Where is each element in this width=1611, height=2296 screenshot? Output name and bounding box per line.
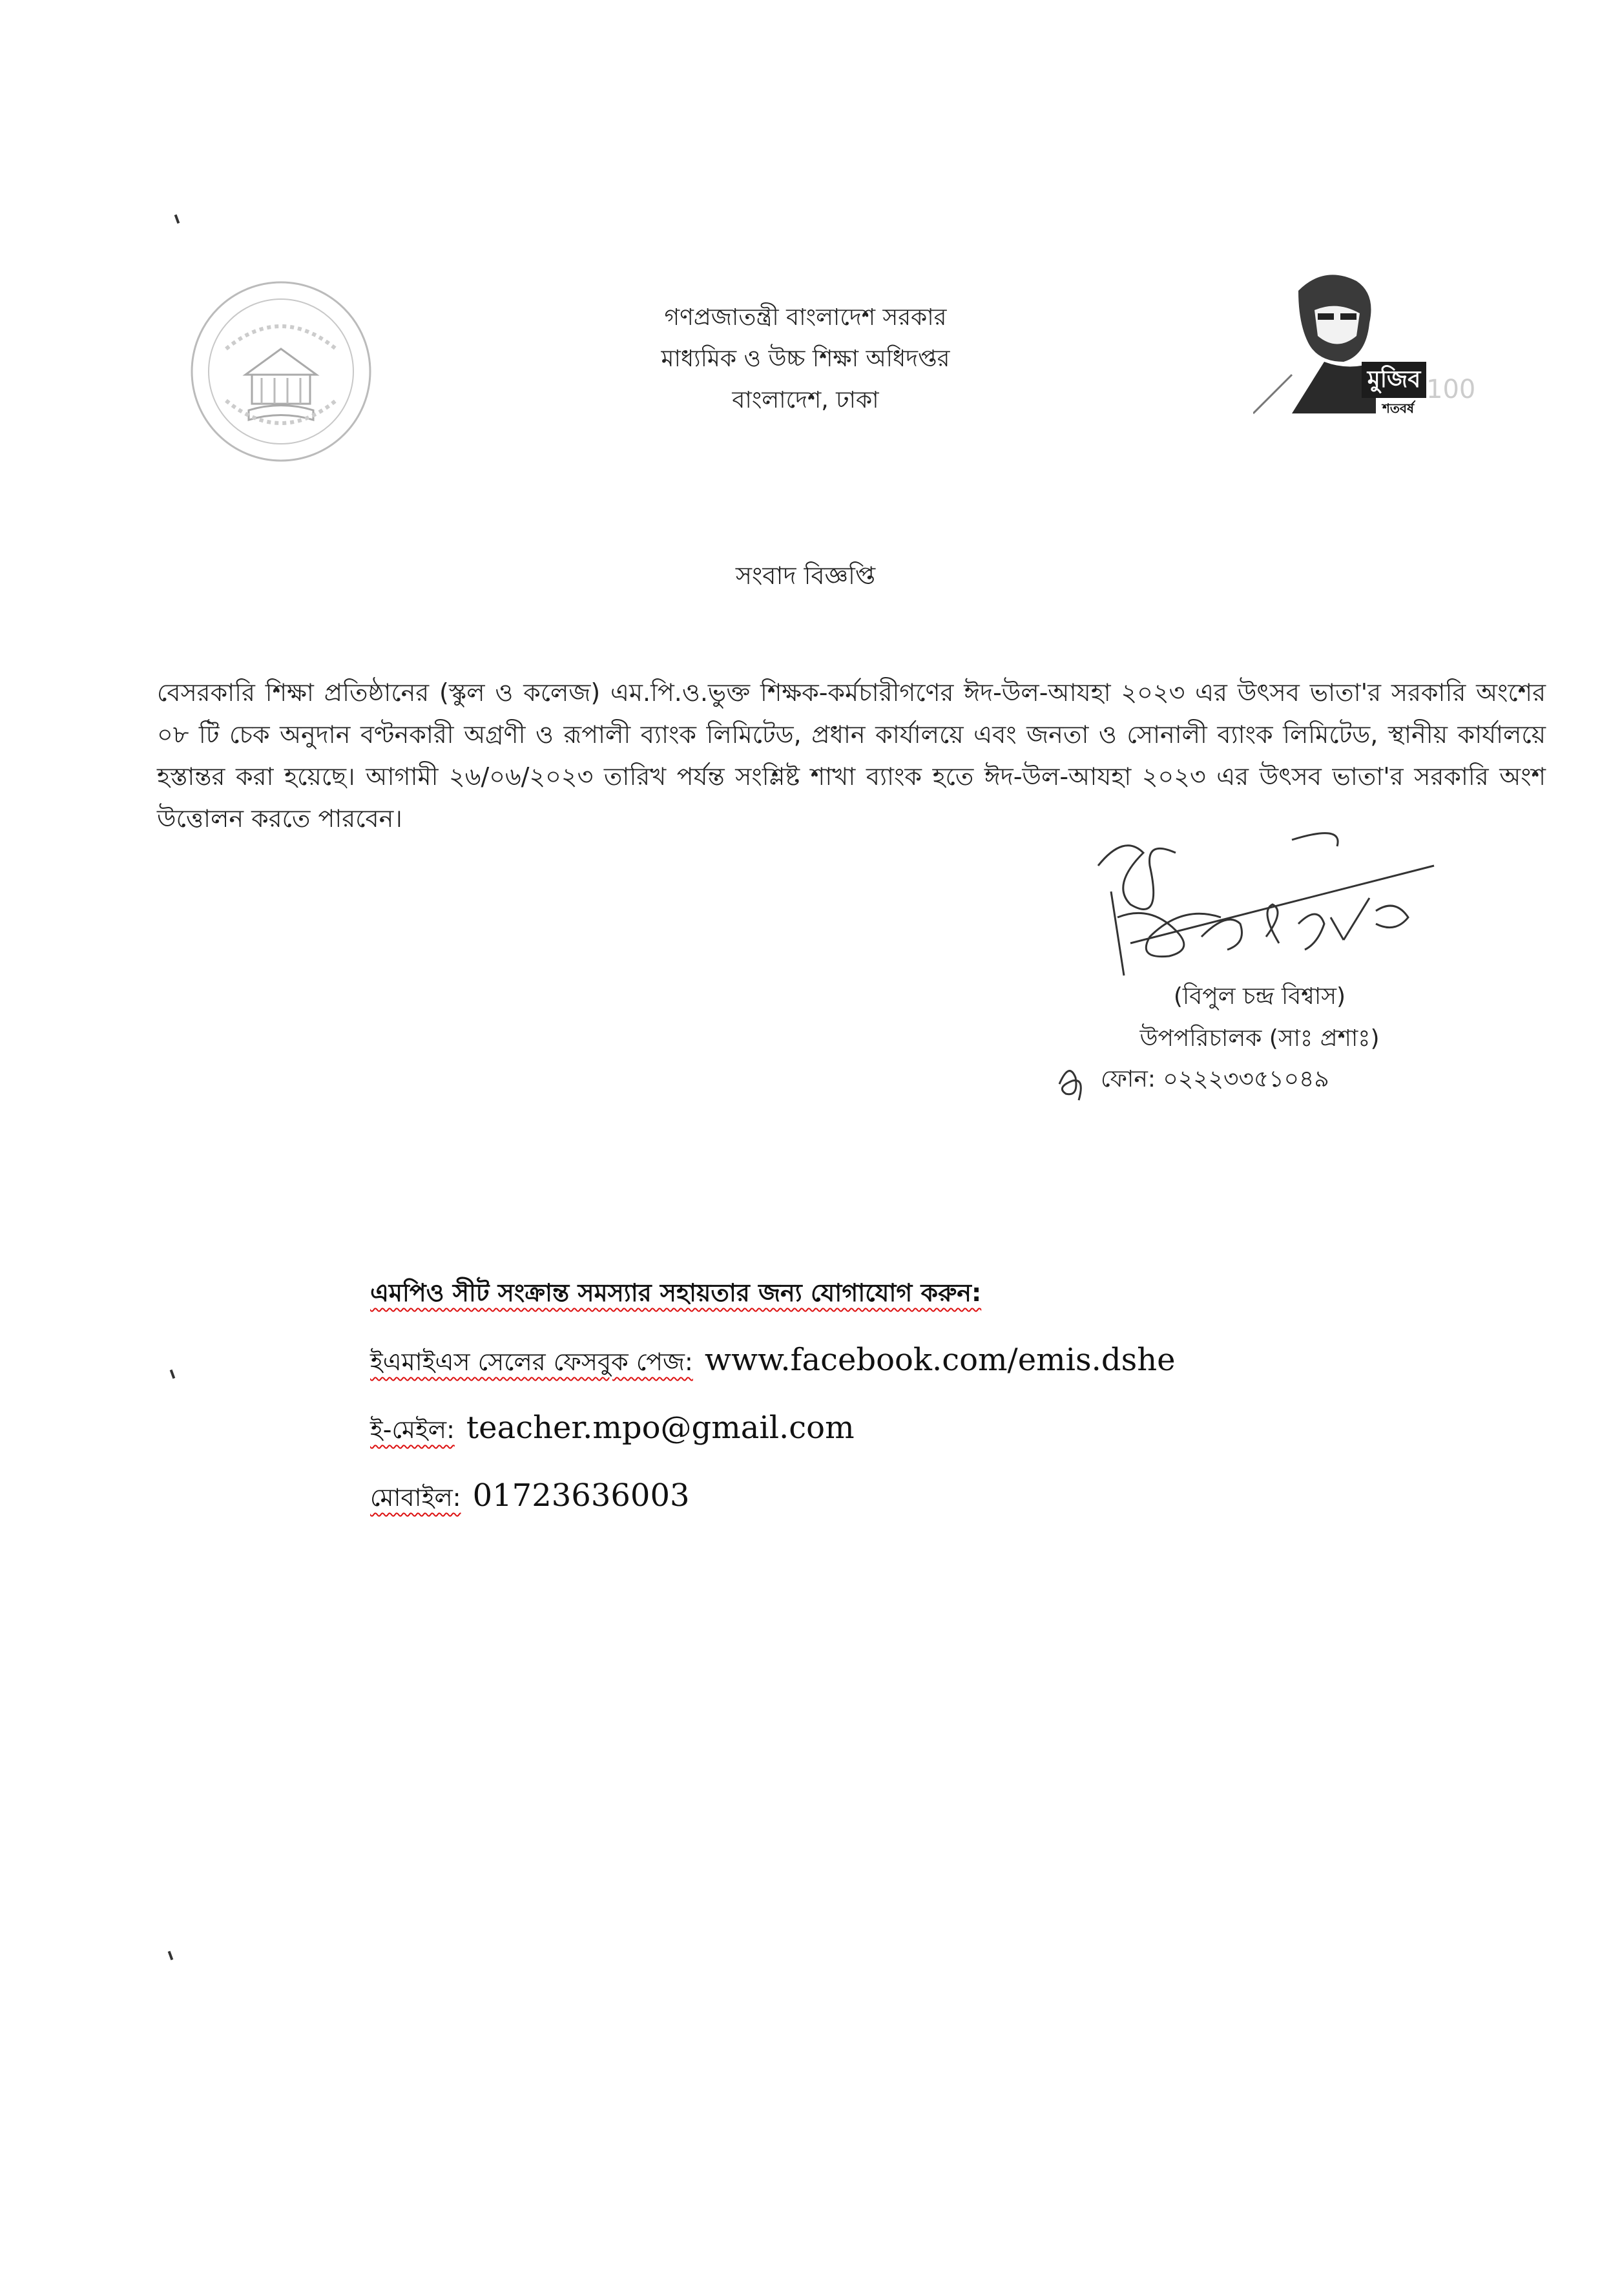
office-location: বাংলাদেশ, ঢাকা (732, 387, 879, 413)
signatory-designation: উপপরিচালক (সাঃ প্রশাঃ) (1139, 1025, 1380, 1052)
contact-heading: এমপিও সীট সংক্রান্ত সমস্যার সহায়তার জন্য যোগাযোগ করুন: (370, 1278, 982, 1307)
mobile-row (370, 1477, 1176, 1545)
email-row (370, 1410, 1176, 1477)
mujib-logo-text: মুজিব (1362, 362, 1426, 398)
scan-mark (174, 214, 180, 224)
mobile-label: মোবাইল: (370, 1483, 461, 1512)
mujib-centenary-logo (1253, 265, 1476, 420)
facebook-link[interactable]: www.facebook.com/emis.dshe (704, 1342, 1176, 1378)
signatory-phone: ফোন: ০২২২৩৩৫১০৪৯ (1101, 1065, 1329, 1092)
mujib-logo-number: 100 (1426, 375, 1476, 404)
handwritten-signature (1072, 827, 1447, 988)
email-label: ই-মেইল: (370, 1415, 455, 1444)
scan-mark (168, 1951, 174, 1961)
scan-mark (170, 1370, 176, 1379)
government-name: গণপ্রজাতন্ত্রী বাংলাদেশ সরকার (664, 304, 947, 331)
signatory-name: (বিপুল চন্দ্র বিশ্বাস) (1173, 983, 1346, 1010)
press-release-body: বেসরকারি শিক্ষা প্রতিষ্ঠানের (স্কুল ও কলেজ) এম.পি.ও.ভুক্ত শিক্ষক-কর্মচারীগণের ঈদ-উল-আযহা ২০২৩ এর উৎসব ভাতা'র সরকারি অংশের ০৮ টি চেক অনুদান বণ্টনকারী অগ্রণী ও রূপালী ব্যাংক লিমিটেড, প্রধান কার্যালয়ে এবং জনতা ও সোনালী ব্যাংক লিমিটেড, স্থানীয় কার্যালয়ে হস্তান্তর করা হয়েছে। আগামী ২৬/০৬/২০২৩ তারিখ পর্যন্ত সংশ্লিষ্ট শাখা ব্যাংক হতে ঈদ-উল-আযহা ২০২৩ এর উৎসব ভাতা'র সরকারি অংশ উত্তোলন করতে পারবেন। (157, 678, 1554, 833)
directorate-name: মাধ্যমিক ও উচ্চ শিক্ষা অধিদপ্তর (661, 346, 950, 372)
contact-info (370, 1274, 1176, 1545)
signatory-phone-row (1053, 1059, 1329, 1101)
press-release-title: সংবাদ বিজ্ঞপ্তি (735, 561, 876, 590)
facebook-label: ইএমাইএস সেলের ফেসবুক পেজ: (370, 1348, 693, 1376)
signatory-block (1092, 976, 1428, 1059)
contact-heading-row (370, 1274, 1176, 1342)
email-link[interactable]: teacher.mpo@gmail.com (466, 1410, 855, 1446)
mobile-number[interactable]: 01723636003 (472, 1477, 690, 1514)
mujib-logo-subtext: শতবর্ষ (1382, 401, 1414, 416)
initial-mark-icon (1053, 1058, 1089, 1103)
facebook-row (370, 1342, 1176, 1410)
